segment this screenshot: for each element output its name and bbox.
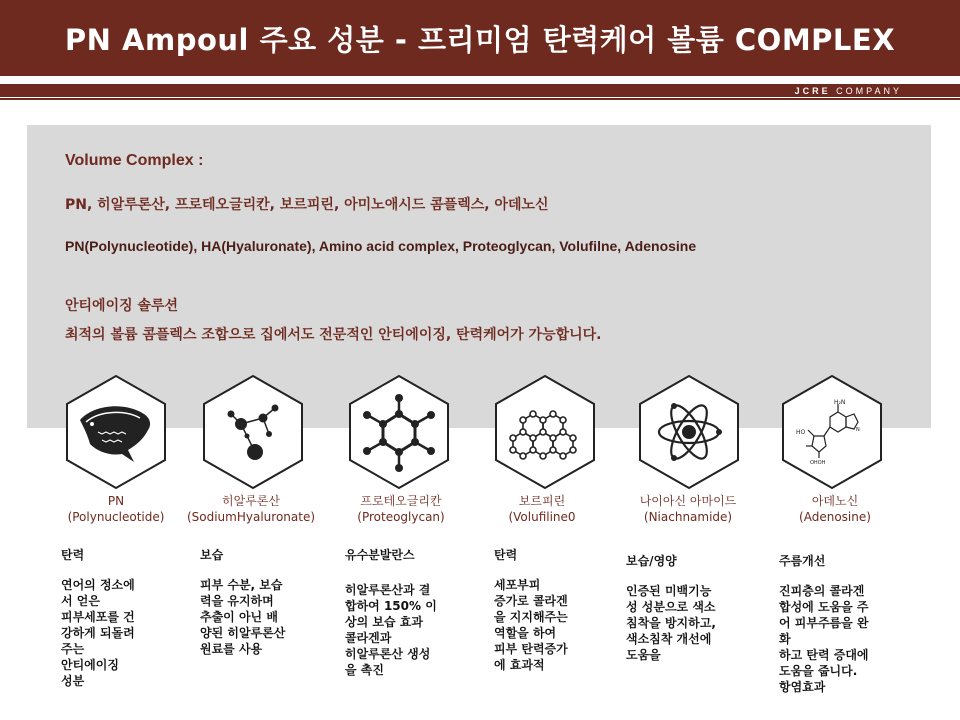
benefit-pn: 탄력	[61, 548, 85, 562]
company-logo-text: JCRE COMPANY	[794, 86, 902, 96]
benefit-niacinamide: 보습/영양	[626, 554, 677, 568]
svg-text:OHOH: OHOH	[810, 460, 826, 466]
header-bar	[0, 0, 960, 76]
ingredient-label-proteoglycan: 프로테오글리칸 (Proteoglycan)	[357, 494, 445, 524]
volume-complex-title: Volume Complex :	[65, 152, 204, 169]
description-adenosine: 진피층의 콜라겐 합성에 도움을 주 어 피부주름을 완 화 하고 탄력 증대에 도움을 줍니다. 항염효과	[779, 584, 869, 694]
benefit-adenosine: 주름개선	[779, 554, 826, 568]
ingredient-label-niacinamide: 나이아신 아마이드 (Niachnamide)	[639, 494, 737, 524]
ingredient-label-pn: PN (Polynucleotide)	[67, 494, 165, 524]
benefit-ha: 보습	[200, 548, 224, 562]
description-proteoglycan: 히알루론산과 결 합하여 150% 이 상의 보습 효과 콜라겐과 히알루론산 생성 을 촉진	[345, 583, 437, 677]
anti-aging-title: 안티에이징 솔루션	[65, 298, 179, 314]
description-volufiline: 세포부피 증가로 콜라겐 을 지지해주는 역할을 하여 피부 탄력증가 에 효과적	[494, 578, 568, 672]
atom-icon	[637, 374, 741, 490]
benefit-proteoglycan: 유수분발란스	[345, 548, 415, 562]
svg-text:N: N	[856, 427, 860, 433]
molecule-dots-icon	[201, 374, 305, 490]
header-rule-thin	[0, 98, 960, 100]
anti-aging-description: 최적의 볼륨 콤플렉스 조합으로 집에서도 전문적인 안티에이징, 탄력케어가 가능합니다.	[65, 327, 602, 343]
honeycomb-molecule-icon	[493, 374, 597, 490]
page-title: PN Ampoul 주요 성분 - 프리미엄 탄력케어 볼륨 COMPLEX	[64, 23, 896, 57]
hexagon-molecule-icon	[347, 374, 451, 490]
adenosine-structure-icon	[780, 374, 884, 490]
volume-complex-english: PN(Polynucleotide), HA(Hyaluronate), Amino acid complex, Proteoglycan, Volufilne, Adenosine	[65, 238, 697, 254]
ingredient-label-volufiline: 보르피린 (Volufiline0	[508, 494, 576, 524]
svg-text:HO: HO	[796, 429, 806, 436]
ingredient-label-ha: 히알루론산 (SodiumHyaluronate)	[186, 494, 316, 524]
ingredient-label-adenosine: 아데노신 (Adenosine)	[799, 494, 871, 524]
svg-text:H₂N: H₂N	[834, 399, 846, 406]
description-pn: 연어의 정소에 서 얻은 피부세포를 건 강하게 되돌려 주는 안티에이징 성분	[61, 578, 135, 688]
description-niacinamide: 인증된 미백기능 성 성분으로 색소 침착을 방지하고, 색소침착 개선에 도움을	[626, 584, 716, 662]
benefit-volufiline: 탄력	[494, 548, 518, 562]
description-ha: 피부 수분, 보습 력을 유지하며 추출이 아닌 배 양된 히알루론산 원료를 사용	[200, 578, 286, 656]
salmon-icon	[64, 374, 168, 490]
volume-complex-korean: PN, 히알루론산, 프로테오글리칸, 보르피린, 아미노애시드 콤플렉스, 아데노신	[65, 197, 549, 213]
